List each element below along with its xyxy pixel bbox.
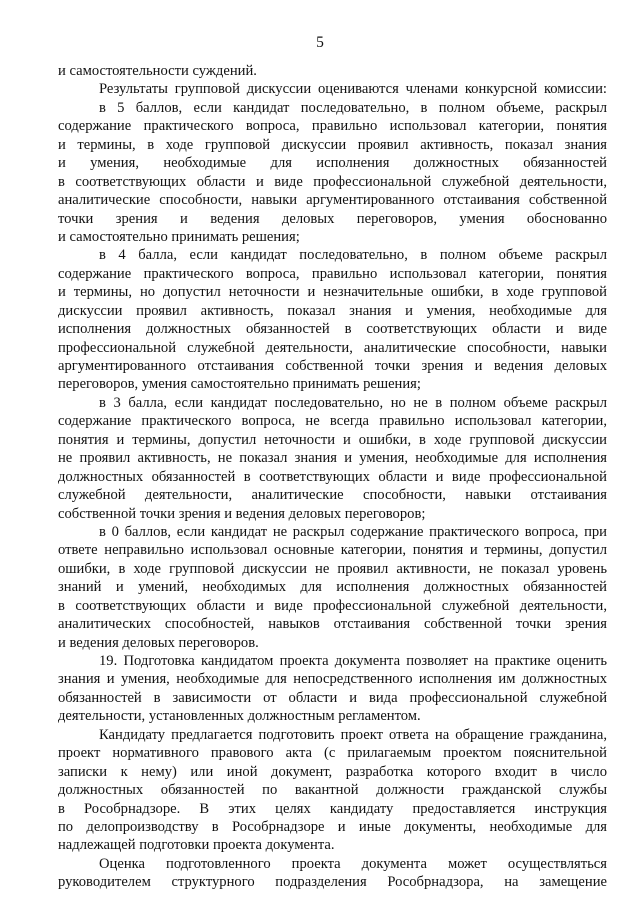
text-line: деятельности, установленных должностным регламентом. xyxy=(58,708,421,725)
page-number: 5 xyxy=(316,34,324,51)
text-line: ошибки, в ходе групповой дискуссии не проявил активности, не показал уровень xyxy=(58,560,607,577)
text-line: и самостоятельности суждений. xyxy=(58,63,257,79)
text-line: Результаты групповой дискуссии оцениваются членами конкурсной комиссии: xyxy=(99,81,607,98)
text-line: и умения, необходимые для исполнения должностных обязанностей xyxy=(58,155,607,172)
text-line: переговоров, умения самостоятельно принимать решения; xyxy=(58,376,421,393)
text-line: в 0 баллов, если кандидат не раскрыл содержание практического вопроса, при xyxy=(99,523,607,540)
text-line: собственной точки зрения и ведения деловых переговоров; xyxy=(58,505,426,522)
text-line: в соответствующих области и виде профессиональной служебной деятельности, xyxy=(58,173,607,190)
text-line: и термины, но допустил неточности и незначительные ошибки, в ходе групповой xyxy=(58,284,607,301)
text-line: записки к нему) или иной документ, разработка которого входит в число xyxy=(58,763,607,780)
text-line: аргументированного отстаивания собственной точки зрения и ведения деловых xyxy=(58,358,607,374)
text-line: и ведения деловых переговоров. xyxy=(58,634,259,651)
text-line: в 4 балла, если кандидат последовательно, в полном объеме раскрыл xyxy=(99,247,607,264)
text-line: ответе неправильно использовал основные категории, понятия и термины, допустил xyxy=(58,542,607,559)
text-line: и термины, в ходе групповой дискуссии проявил активность, показал знания xyxy=(58,136,607,153)
text-line: содержание практического вопроса, не всегда правильно использовал категории, xyxy=(58,413,607,430)
text-line: Кандидату предлагается подготовить проект ответа на обращение гражданина, xyxy=(99,726,607,743)
text-line: в соответствующих области и виде профессиональной служебной деятельности, xyxy=(58,597,607,614)
text-line: в 5 баллов, если кандидат последовательно, в полном объеме, раскрыл xyxy=(99,99,607,116)
text-line: Оценка подготовленного проекта документа может осуществляться xyxy=(99,855,607,872)
body-text xyxy=(58,62,607,892)
text-line: в Рособрнадзоре. В этих целях кандидату предоставляется инструкция xyxy=(58,800,607,817)
text-line: должностных обязанностей в соответствующих области и виде профессиональной xyxy=(58,468,607,485)
text-line: и самостоятельно принимать решения; xyxy=(58,228,300,245)
text-line: содержание практического вопроса, правильно использовал категории, понятия xyxy=(58,118,607,135)
text-line: исполнения должностных обязанностей в соответствующих области и виде xyxy=(58,321,607,338)
text-line: содержание практического вопроса, правильно использовал категории, понятия xyxy=(58,265,607,282)
text-line: знаний и умений, необходимых для исполнения должностных обязанностей xyxy=(58,579,607,596)
text-line: знания и умения, необходимые для непосредственного исполнения им должностных xyxy=(58,671,607,688)
text-line: профессиональной служебной деятельности, аналитические способности, навыки xyxy=(58,339,607,356)
text-line: понятия и термины, допустил неточности и ошибки, в ходе групповой дискуссии xyxy=(58,431,607,448)
text-line: в 3 балла, если кандидат последовательно, но не в полном объеме раскрыл xyxy=(99,394,607,411)
text-line: по делопроизводству в Рособрнадзоре и иные документы, необходимые для xyxy=(58,818,607,835)
text-line: дискуссии проявил активность, показал знания и умения, необходимые для xyxy=(58,302,607,319)
text-line: аналитические способности, навыки аргументированного отстаивания собственной xyxy=(58,192,607,209)
text-line: 19. Подготовка кандидатом проекта документа позволяет на практике оценить xyxy=(99,653,607,669)
text-line: обязанностей в зависимости от области и вида профессиональной служебной xyxy=(58,689,607,706)
text-line: не проявил активность, не показал знания и умения, необходимые для исполнения xyxy=(58,450,607,467)
text-line: аналитических способностей, навыков отстаивания собственной точки зрения xyxy=(58,616,607,633)
text-line: надлежащей подготовки проекта документа. xyxy=(58,837,335,854)
text-line: руководителем структурного подразделения Рособрнадзора, на замещение xyxy=(58,874,607,891)
text-line: проект нормативного правового акта (с прилагаемым проектом пояснительной xyxy=(58,745,607,762)
text-line: должностных обязанностей по вакантной должности гражданской службы xyxy=(58,782,607,799)
text-line: служебной деятельности, аналитические способности, навыки отстаивания xyxy=(58,487,607,504)
text-line: точки зрения и ведения деловых переговоров, умения обоснованно xyxy=(58,210,607,227)
